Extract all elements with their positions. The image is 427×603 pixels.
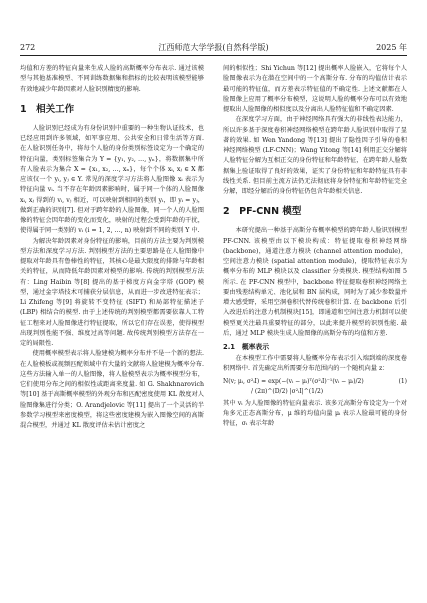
paragraph: 在深度学习方面，由于神经网络具有强大的非线性表达能力，所以许多基于深度卷积神经网络模型在跨年龄人脸识别中取得了显著的效果. 如 Wen Yandong 等[13] 提出了隐性因子引导的卷积神经网络模型 (LF-CNN)；Wang Yitong 等[14] 利用正交分解将人脸特征分解为互相正交的身份特征和年龄特征，在跨年龄人脸数据集上验证取得了良好的效果，证实了身份特征和年龄特征具有非线性关系. 但目前主流方法仍无法彻底将身份特征和年龄特征完全分解，即经分解后的身份特征仍包含年龄相关信息. (223, 116, 407, 195)
equation-line: N(v; μᵢ, σ²ᵢI) = exp(−(vᵢ − μᵢ)ᵀ(σ²ᵢI)⁻¹(vᵢ − μᵢ)/2) (223, 377, 364, 385)
equation-number: (1) (398, 377, 407, 385)
equation-1 (223, 377, 407, 397)
paragraph: 使用概率模型表示将人脸建模为概率分布并不是一个新的想法. 在人脸模板或视频匹配领域中有大量的文献将人脸建模为概率分布. 这些方法输入单一的人脸图像，将人脸模型表示为概率模型分布，它们使用分布之间的相似性或距离来度量. 如 G. Shakhnarovich 等[10] 基于高斯概率模型的外观分布和匹配密度使用 KL 散度对人脸图像集进行分类；O. Arandjelovic 等[11] 提出了一个灵活的半参数学习模型来密度模型，将这些密度建模为嵌入图像空间的高斯混合模型，并通过 KL 散度评估未估计密度之 (20, 350, 204, 429)
left-column (20, 64, 204, 431)
paragraph-continuation: 间的相似性；Shi Yichun 等[12] 提出概率人脸嵌入，它将每个人脸图像表示为在潜在空间中的一个高斯分布. 分布的均值估计表示最可能的特征值，而方差表示特征值的不确定性. 上述文献都在人脸图像上应用了概率分布模型，这说明人脸的概率分布可以有效地提取出人脸图像的相似度以及分离出人脸特征值和不确定因素. (223, 65, 407, 113)
paragraph: 为解决年龄因素对身份特征的影响，目前的方法主要为判别模型方法和深度学习方法. 判别模型方法的主要思路是在人脸图像中提取对年龄具有鲁棒性的特征，其核心是最大限度的排除与年龄相关的特征，从而降低年龄因素对模型的影响. 传统的判别模型方法有：Ling Haibin 等[8] 提出的基于梯度方向金字塔 (GOP) 模型，通过金字塔技术可捕获分层信息，从而进一步改进特征表示；Li Zhifeng 等[9] 将旋转不变特征 (SIFT) 和局部特征描述子 (LBP) 相结合的模型. 由于上述传统的判别模型都需要依靠人工特征工程来对人脸图像进行特征提取，所以它们存在误差，使得模型出现判别性能不强、维度过高等问题. 故传统判别模型方法存在一定的局限性. (20, 237, 204, 347)
intro-continuation: 均值和方差的特征向量来生成人脸的高斯概率分布表示. 通过该模型与其他基准模型、不同训练数据集和指标的比较表明该模型能够有效地减少年龄因素对人脸识别精度的影响. (20, 65, 204, 93)
paragraph: 在本模型工作中需要将人脸概率分布表示引入端到端的深度卷积网络中. 首先确定出所需要分布范围内的一个随机向量 z： (223, 355, 407, 373)
publication-year: 2025 年 (376, 43, 407, 52)
right-column (223, 64, 407, 429)
running-header (20, 41, 407, 56)
paragraph: 人脸识别已经成为有身份识别中重要的一种生物认证技术，也已经应用到许多领域，如军事应用、公共安全和日常生活等方面. 在人脸识别任务中，将每个人脸的身份类别标签设定为一个确定的特征向量，类别标签集合为 Y = {y₁, y₂, …, yₙ}，将数据集中所有人脸表示为集合 X = {x₁, x₂, …, xₙ}，每个个体 xᵢ, xⱼ ∈ X 都应该仅一个 yᵢ, yⱼ ∈ Y. 常见的深度学习方法将人脸图像 xᵢ 表示为特征向量 vᵢ. 当不存在年龄因素影响时，属于同一个体的人脸图像 xᵢ, xⱼ 得到的 vᵢ, vⱼ 相近，可以映射到相同的类别 yᵢ，即 yᵢ = yⱼ，做到正确的识别[7]. 但对于跨年龄的人脸图像，同一个人的人脸图像的特征会因年龄的变化而变化，映射的过程会受到年龄的干扰，使得属于同一类别的 vᵢ (i = 1, 2, …, n) 映射到不同的类别 Y 中. (20, 124, 204, 235)
page-number: 272 (20, 43, 36, 52)
section-1-heading: 1 相关工作 (20, 103, 75, 115)
subsection-2-1-heading: 2.1 概率表示 (223, 343, 270, 351)
section-2-heading: 2 PF-CNN 模型 (223, 206, 302, 218)
journal-title: 江西师范大学学报(自然科学版) (158, 43, 269, 52)
equation-line: / (2π)^(D/2) |σ²ᵢI|^(1/2) (251, 387, 324, 395)
paragraph: 其中 vᵢ 为人脸图像的特征向量表示. 该多元高斯分布设定为一个对角多元正态高斯分布，μ 维的均值向量 μᵢ 表示人脸最可能的身份特征，σᵢ 表示年龄 (223, 399, 407, 427)
paragraph: 本研究提出一种基于高斯分布概率模型的跨年龄人脸识别模型 PF-CNN. 该模型由以下模块构成：特征提取卷积神经网络 (backbone)，通道注意力模块 (channel attention module)，空间注意力模块 (spatial attention module)，提取特征表示为概率分布的 MLP 模块以及 classifier 分类模块. 模型结构如图 5 所示. 在 PF-CNN 模型中，backbone 特征提取卷积神经网络主要由残差结构单元、池化层和 BN 层构成，同时为了减少参数量并增大感受野，采用空洞卷积代替传统卷积计算. 在 backbone 后引入改进后的注意力机制模块[15]，即通道和空间注意力机制可以使模型更关注最具重要特征的部分，以此来提升模型的识别性能. 最后，通过 MLP 模块生成人脸图像的高斯分布的均值和方差. (223, 227, 407, 337)
